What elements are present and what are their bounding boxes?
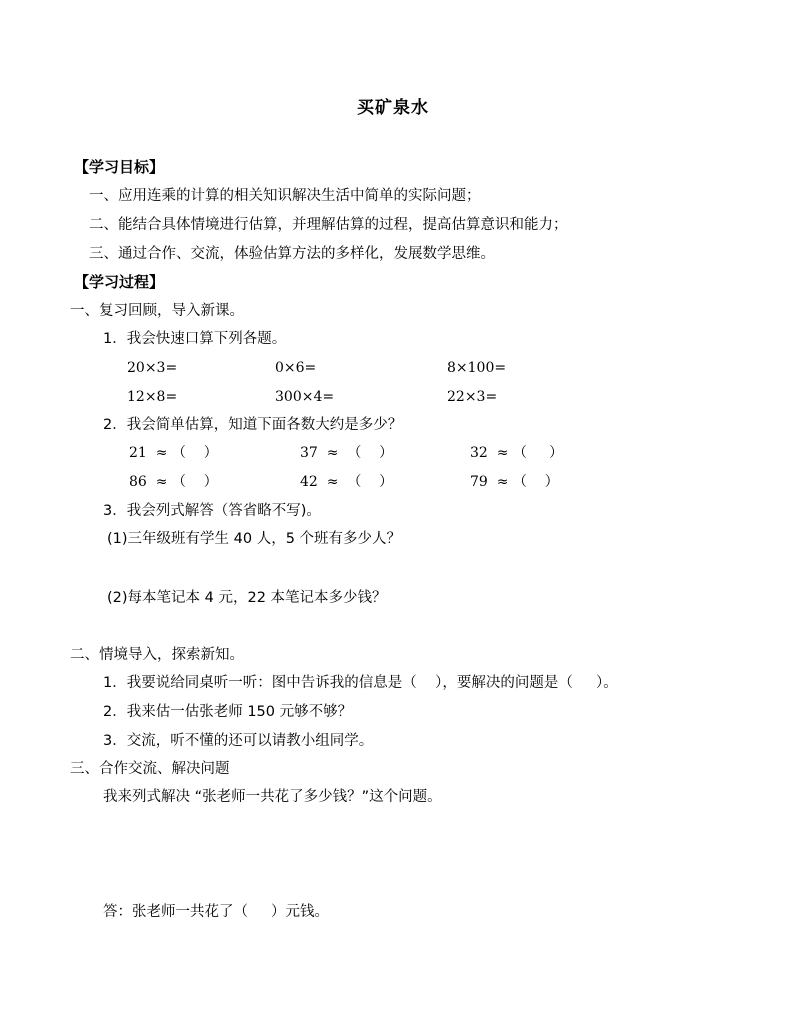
mental-math-item: 0×6= bbox=[275, 360, 317, 376]
estimate-item: 79 ≈ （ ） bbox=[470, 474, 559, 490]
mental-math-item: 20×3= bbox=[127, 360, 178, 376]
part2-item-2: 2．我来估一估张老师 150 元够不够？ bbox=[103, 704, 353, 720]
goal-item-3: 三、通过合作、交流，体验估算方法的多样化，发展数学思维。 bbox=[89, 246, 495, 262]
estimate-item: 37 ≈ （ ） bbox=[300, 445, 394, 461]
goal-item-2: 二、能结合具体情境进行估算，并理解估算的过程，提高估算意识和能力； bbox=[89, 217, 568, 233]
estimate-item: 86 ≈ （ ） bbox=[129, 474, 218, 490]
mental-math-item: 22×3= bbox=[447, 389, 498, 405]
estimate-item: 32 ≈ （ ） bbox=[470, 445, 564, 461]
q3-sub1: (1)三年级班有学生 40 人，5 个班有多少人？ bbox=[107, 531, 402, 547]
mental-math-item: 8×100= bbox=[447, 360, 507, 376]
process-heading: 【学习过程】 bbox=[74, 273, 165, 291]
part1-title: 一、复习回顾，导入新课。 bbox=[70, 303, 244, 319]
mental-math-item: 300×4= bbox=[275, 389, 335, 405]
page-title: 买矿泉水 bbox=[357, 98, 429, 118]
q3-label: 3．我会列式解答（答省略不写)。 bbox=[103, 503, 321, 519]
answer-line: 答：张老师一共花了（ ）元钱。 bbox=[103, 904, 330, 920]
part2-item-3: 3．交流，听不懂的还可以请教小组同学。 bbox=[103, 733, 374, 749]
q3-sub2: (2)每本笔记本 4 元，22 本笔记本多少钱？ bbox=[107, 590, 387, 606]
part3-title: 三、合作交流、解决问题 bbox=[70, 761, 230, 777]
estimate-item: 21 ≈ （ ） bbox=[129, 445, 218, 461]
estimate-item: 42 ≈ （ ） bbox=[300, 474, 394, 490]
q1-label: 1．我会快速口算下列各题。 bbox=[103, 331, 287, 347]
goal-item-1: 一、应用连乘的计算的相关知识解决生活中简单的实际问题； bbox=[89, 188, 481, 204]
part2-item-1: 1．我要说给同桌听一听：图中告诉我的信息是（ ），要解决的问题是（ ）。 bbox=[103, 675, 618, 691]
q2-label: 2．我会简单估算，知道下面各数大约是多少？ bbox=[103, 417, 403, 433]
mental-math-item: 12×8= bbox=[127, 389, 178, 405]
part2-title: 二、情境导入，探索新知。 bbox=[70, 647, 244, 663]
goals-heading: 【学习目标】 bbox=[74, 158, 165, 176]
part3-prompt: 我来列式解决 “张老师一共花了多少钱？”这个问题。 bbox=[103, 789, 442, 805]
